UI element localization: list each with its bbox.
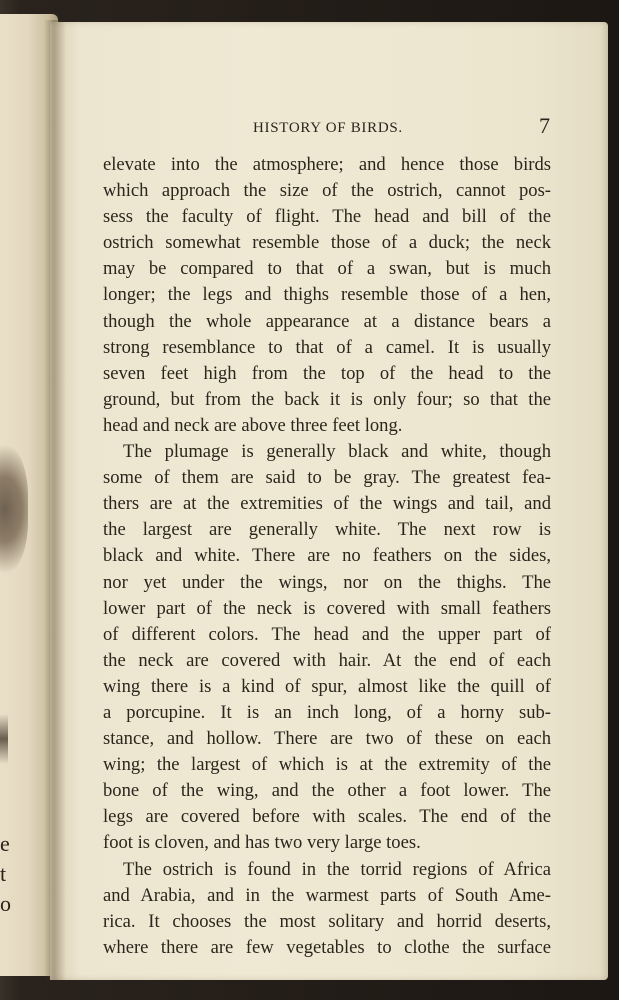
facing-page-letter: t [0, 861, 7, 886]
body-text [103, 152, 551, 961]
text-line: legs are covered before with scales. The end of the [103, 806, 551, 828]
page-number: 7 [539, 113, 550, 138]
text-line: seven feet high from the top of the head to the [103, 362, 551, 384]
text-line: head and neck are above three feet long. [103, 414, 403, 436]
text-line: thers are at the extremities of the wings and tail, and [103, 493, 551, 515]
text-line: where there are few vegetables to clothe the surface [103, 936, 551, 958]
running-title: HISTORY OF BIRDS. [253, 120, 403, 136]
text-line: wing; the largest of which is at the extremity of the [103, 754, 551, 776]
facing-page-illustration-fragment [0, 444, 28, 574]
text-line: lower part of the neck is covered with small feathers [103, 597, 551, 619]
text-line: wing there is a kind of spur, almost like the quill of [103, 675, 551, 697]
text-line: strong resemblance to that of a camel. It is usually [103, 336, 551, 358]
text-line: rica. It chooses the most solitary and horrid deserts, [103, 910, 551, 932]
facing-page-ink-fragment [0, 714, 8, 764]
text-line: ground, but from the back it is only four; so that the [103, 388, 551, 410]
text-line: sess the faculty of flight. The head and bill of the [103, 206, 551, 228]
facing-page-letter: e [0, 831, 10, 856]
text-line: the neck are covered with hair. At the end of each [103, 649, 551, 671]
text-line: of different colors. The head and the upper part of [103, 623, 551, 645]
text-line: bone of the wing, and the other a foot lower. The [103, 780, 551, 802]
page-header [50, 102, 610, 138]
text-line: some of them are said to be gray. The greatest fea- [103, 467, 551, 489]
text-line: The plumage is generally black and white, though [123, 441, 551, 463]
text-line: nor yet under the wings, nor on the thighs. The [103, 571, 551, 593]
text-line: ostrich somewhat resemble those of a duck; the neck [103, 232, 551, 254]
text-line: and Arabia, and in the warmest parts of South Ame- [103, 884, 551, 906]
text-line: though the whole appearance at a distance bears a [103, 310, 551, 332]
facing-page-text-fragment [0, 829, 14, 919]
facing-page-letter: o [0, 891, 11, 916]
text-line: elevate into the atmosphere; and hence those birds [103, 154, 551, 175]
book-page [50, 22, 608, 980]
text-line: foot is cloven, and has two very large toes. [103, 832, 421, 854]
text-line: may be compared to that of a swan, but is much [103, 258, 551, 280]
text-line: black and white. There are no feathers on the sides, [103, 545, 551, 567]
text-line: longer; the legs and thighs resemble those of a hen, [103, 284, 551, 306]
text-line: the largest are generally white. The next row is [103, 519, 551, 541]
text-line: stance, and hollow. There are two of these on each [103, 728, 551, 750]
text-line: The ostrich is found in the torrid regions of Africa [123, 858, 551, 880]
text-line: a porcupine. It is an inch long, of a horny sub- [103, 701, 551, 723]
text-line: which approach the size of the ostrich, cannot pos- [103, 180, 551, 202]
